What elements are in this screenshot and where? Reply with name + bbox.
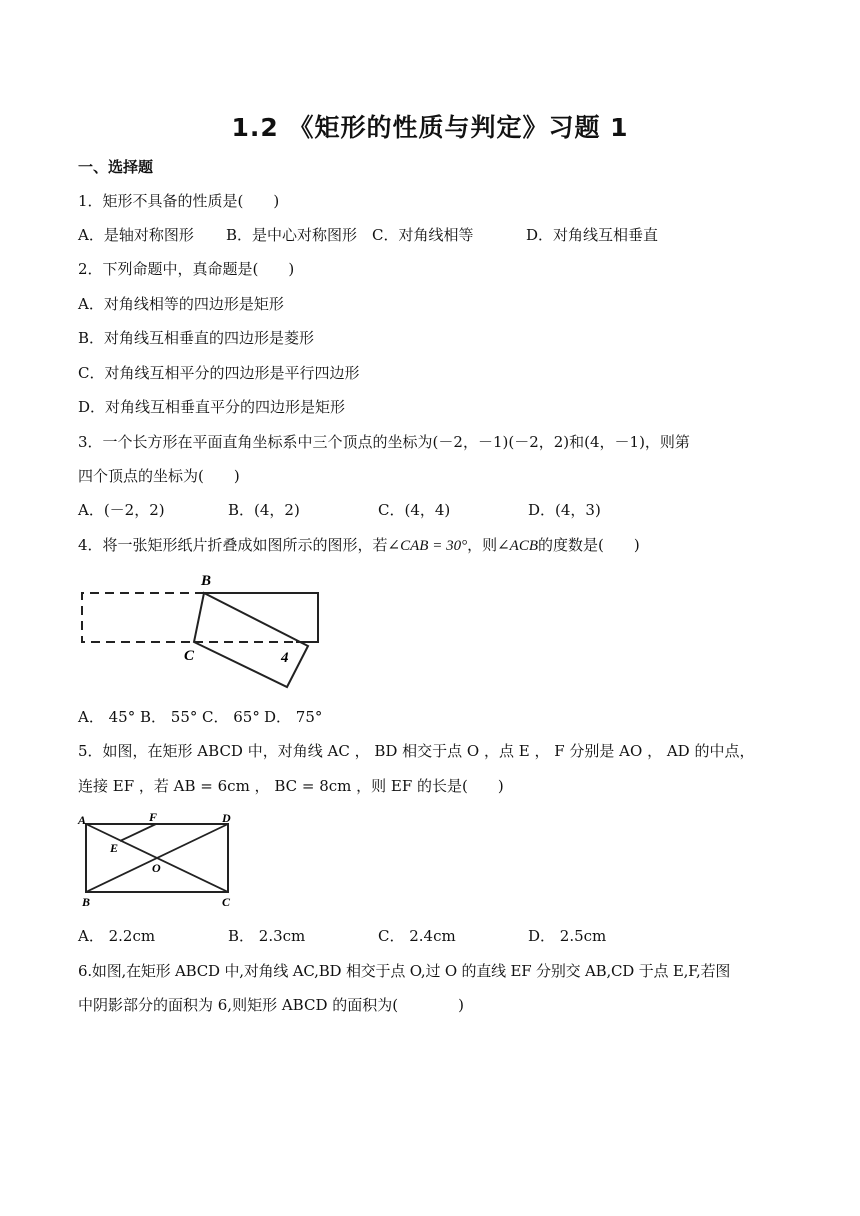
- q1-option-d: D．对角线互相垂直: [526, 226, 659, 244]
- q4-stem: [78, 535, 640, 556]
- q5-label-c: C: [222, 895, 231, 908]
- q5-label-d: D: [222, 811, 231, 825]
- q1-option-b: B．是中心对称图形: [226, 226, 358, 244]
- q5-stem-line1: 5．如图，在矩形 ABCD 中，对角线 AC ， BD 相交于点 O ，点 E ， F 分别是 AO ， AD 的中点，: [78, 742, 755, 760]
- q4-label-c: C: [184, 648, 195, 664]
- q4-stem-mid: ，则: [467, 536, 498, 554]
- q6-stem-line2: 中阴影部分的面积为 6,则矩形 ABCD 的面积为( ): [78, 996, 464, 1014]
- q2-option-d: D．对角线互相垂直平分的四边形是矩形: [78, 398, 346, 416]
- q5-option-b: B． 2.3cm: [228, 927, 306, 945]
- q4-folded-part: [194, 593, 308, 687]
- q5-rectangle-figure: [76, 808, 242, 908]
- q6-stem-line1: 6.如图,在矩形 ABCD 中,对角线 AC,BD 相交于点 O,过 O 的直线 EF 分别交 AB,CD 于点 E,F,若图: [78, 962, 731, 980]
- q3-stem-line1: 3．一个长方形在平面直角坐标系中三个顶点的坐标为(－2，－1)(－2，2)和(4，－1)，则第: [78, 433, 690, 451]
- q4-target-angle: ∠ACB: [497, 538, 538, 554]
- q3-option-d: D．(4，3): [528, 501, 601, 519]
- q5-option-c: C． 2.4cm: [378, 927, 456, 945]
- q5-label-b: B: [82, 895, 91, 908]
- q5-label-a: A: [78, 813, 87, 827]
- q4-option-b: B． 55°: [140, 708, 198, 726]
- q5-option-a: A． 2.2cm: [78, 927, 156, 945]
- q4-label-4: 4: [281, 650, 289, 666]
- q5-stem-line2: 连接 EF ，若 AB = 6cm ， BC = 8cm ，则 EF 的长是( ): [78, 777, 504, 795]
- q4-option-a: A． 45°: [78, 708, 136, 726]
- q4-stem-post: 的度数是( ): [538, 536, 640, 554]
- q3-options: [78, 500, 601, 520]
- q1-stem: 1．矩形不具备的性质是( ): [78, 192, 280, 210]
- q3-option-c: C．(4，4): [378, 501, 451, 519]
- q4-folded-rectangle-figure: [78, 570, 338, 692]
- page-title: 1.2 《矩形的性质与判定》习题 1: [231, 113, 629, 142]
- q5-label-o: O: [152, 861, 161, 875]
- q4-condition: ∠CAB = 30°: [387, 538, 468, 554]
- q4-options: [78, 707, 322, 727]
- q2-stem: 2．下列命题中，真命题是( ): [78, 260, 295, 278]
- q2-option-c: C．对角线互相平分的四边形是平行四边形: [78, 364, 360, 382]
- q4-label-b: B: [201, 573, 212, 589]
- q3-stem-line2: 四个顶点的坐标为( ): [78, 467, 240, 485]
- q2-option-b: B．对角线互相垂直的四边形是菱形: [78, 329, 315, 347]
- q5-segment-ef: [120, 824, 156, 841]
- q1-option-a: A．是轴对称图形: [78, 226, 194, 244]
- q4-option-d: D． 75°: [264, 708, 323, 726]
- q4-remaining-rectangle: [204, 593, 318, 642]
- q4-option-c: C． 65°: [202, 708, 260, 726]
- section-heading: 一、选择题: [78, 158, 154, 176]
- q3-option-b: B．(4，2): [228, 501, 300, 519]
- q2-option-a: A．对角线相等的四边形是矩形: [78, 295, 284, 313]
- q5-options: [78, 926, 606, 946]
- q1-option-c: C．对角线相等: [372, 226, 474, 244]
- q4-stem-pre: 4．将一张矩形纸片折叠成如图所示的图形，若: [78, 536, 388, 554]
- q4-dashed-original-rectangle: [82, 593, 204, 642]
- q1-options: [78, 225, 658, 245]
- q5-label-f: F: [149, 810, 158, 824]
- q5-option-d: D． 2.5cm: [528, 927, 607, 945]
- q5-label-e: E: [110, 841, 119, 855]
- q3-option-a: A．(－2，2): [78, 501, 165, 519]
